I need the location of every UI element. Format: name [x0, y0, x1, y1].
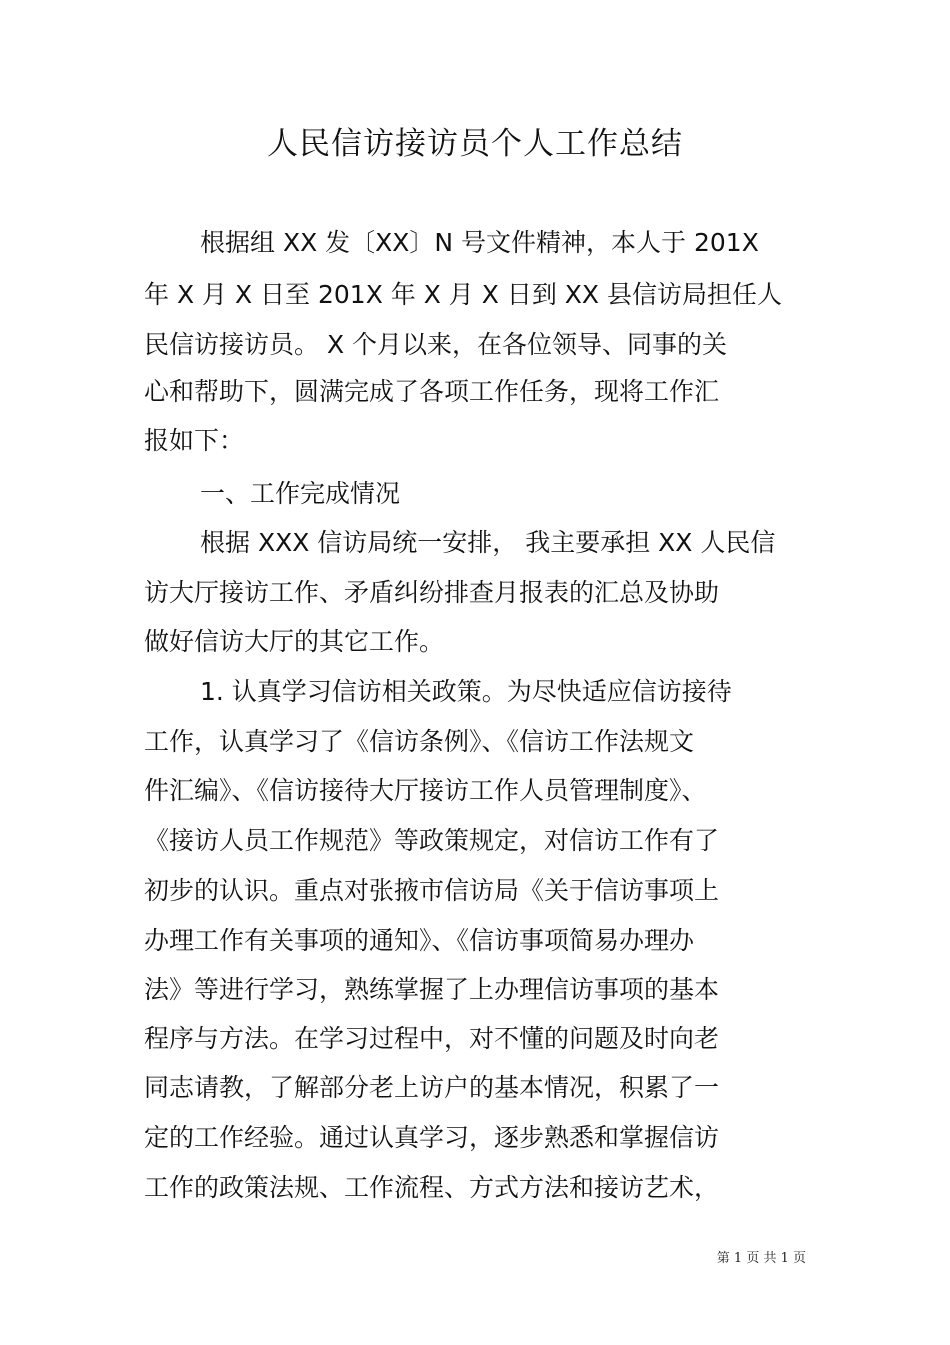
- paragraph-line: 同志请教，了解部分老上访户的基本情况，积累了一: [144, 1073, 720, 1102]
- paragraph-line: 《接访人员工作规范》等政策规定，对信访工作有了: [144, 826, 720, 855]
- paragraph-line: 办理工作有关事项的通知》、《信访事项简易办理办: [144, 926, 695, 955]
- paragraph-line: 民信访接访员。 X 个月以来，在各位领导、同事的关: [144, 330, 728, 359]
- paragraph-line: 程序与方法。在学习过程中，对不懂的问题及时向老: [144, 1024, 720, 1053]
- paragraph-line: 定的工作经验。通过认真学习，逐步熟悉和掌握信访: [144, 1123, 720, 1152]
- paragraph-line: 根据组 XX 发〔XX〕N 号文件精神，本人于 201X: [200, 228, 759, 257]
- document-title: 人民信访接访员个人工作总结: [267, 126, 683, 162]
- paragraph-line: 1. 认真学习信访相关政策。为尽快适应信访接待: [200, 677, 732, 706]
- page-number-footer: 第 1 页 共 1 页: [716, 1251, 806, 1266]
- paragraph-line: 根据 XXX 信访局统一安排， 我主要承担 XX 人民信: [200, 528, 776, 557]
- paragraph-line: 报如下：: [144, 426, 245, 455]
- paragraph-line: 工作的政策法规、工作流程、方式方法和接访艺术，: [144, 1173, 720, 1202]
- paragraph-line: 件汇编》、《信访接待大厅接访工作人员管理制度》、: [144, 776, 707, 805]
- paragraph-line: 工作，认真学习了《信访条例》、《信访工作法规文: [144, 727, 695, 756]
- paragraph-line: 法》等进行学习，熟练掌握了上办理信访事项的基本: [144, 975, 720, 1004]
- paragraph-line: 心和帮助下，圆满完成了各项工作任务，现将工作汇: [144, 377, 720, 406]
- paragraph-line: 初步的认识。重点对张掖市信访局《关于信访事项上: [144, 876, 720, 905]
- paragraph-line: 年 X 月 X 日至 201X 年 X 月 X 日到 XX 县信访局担任人: [144, 280, 782, 309]
- paragraph-line: 访大厅接访工作、矛盾纠纷排查月报表的汇总及协助: [144, 578, 720, 607]
- paragraph-line: 做好信访大厅的其它工作。: [144, 627, 445, 656]
- section-heading: 一、工作完成情况: [200, 479, 401, 508]
